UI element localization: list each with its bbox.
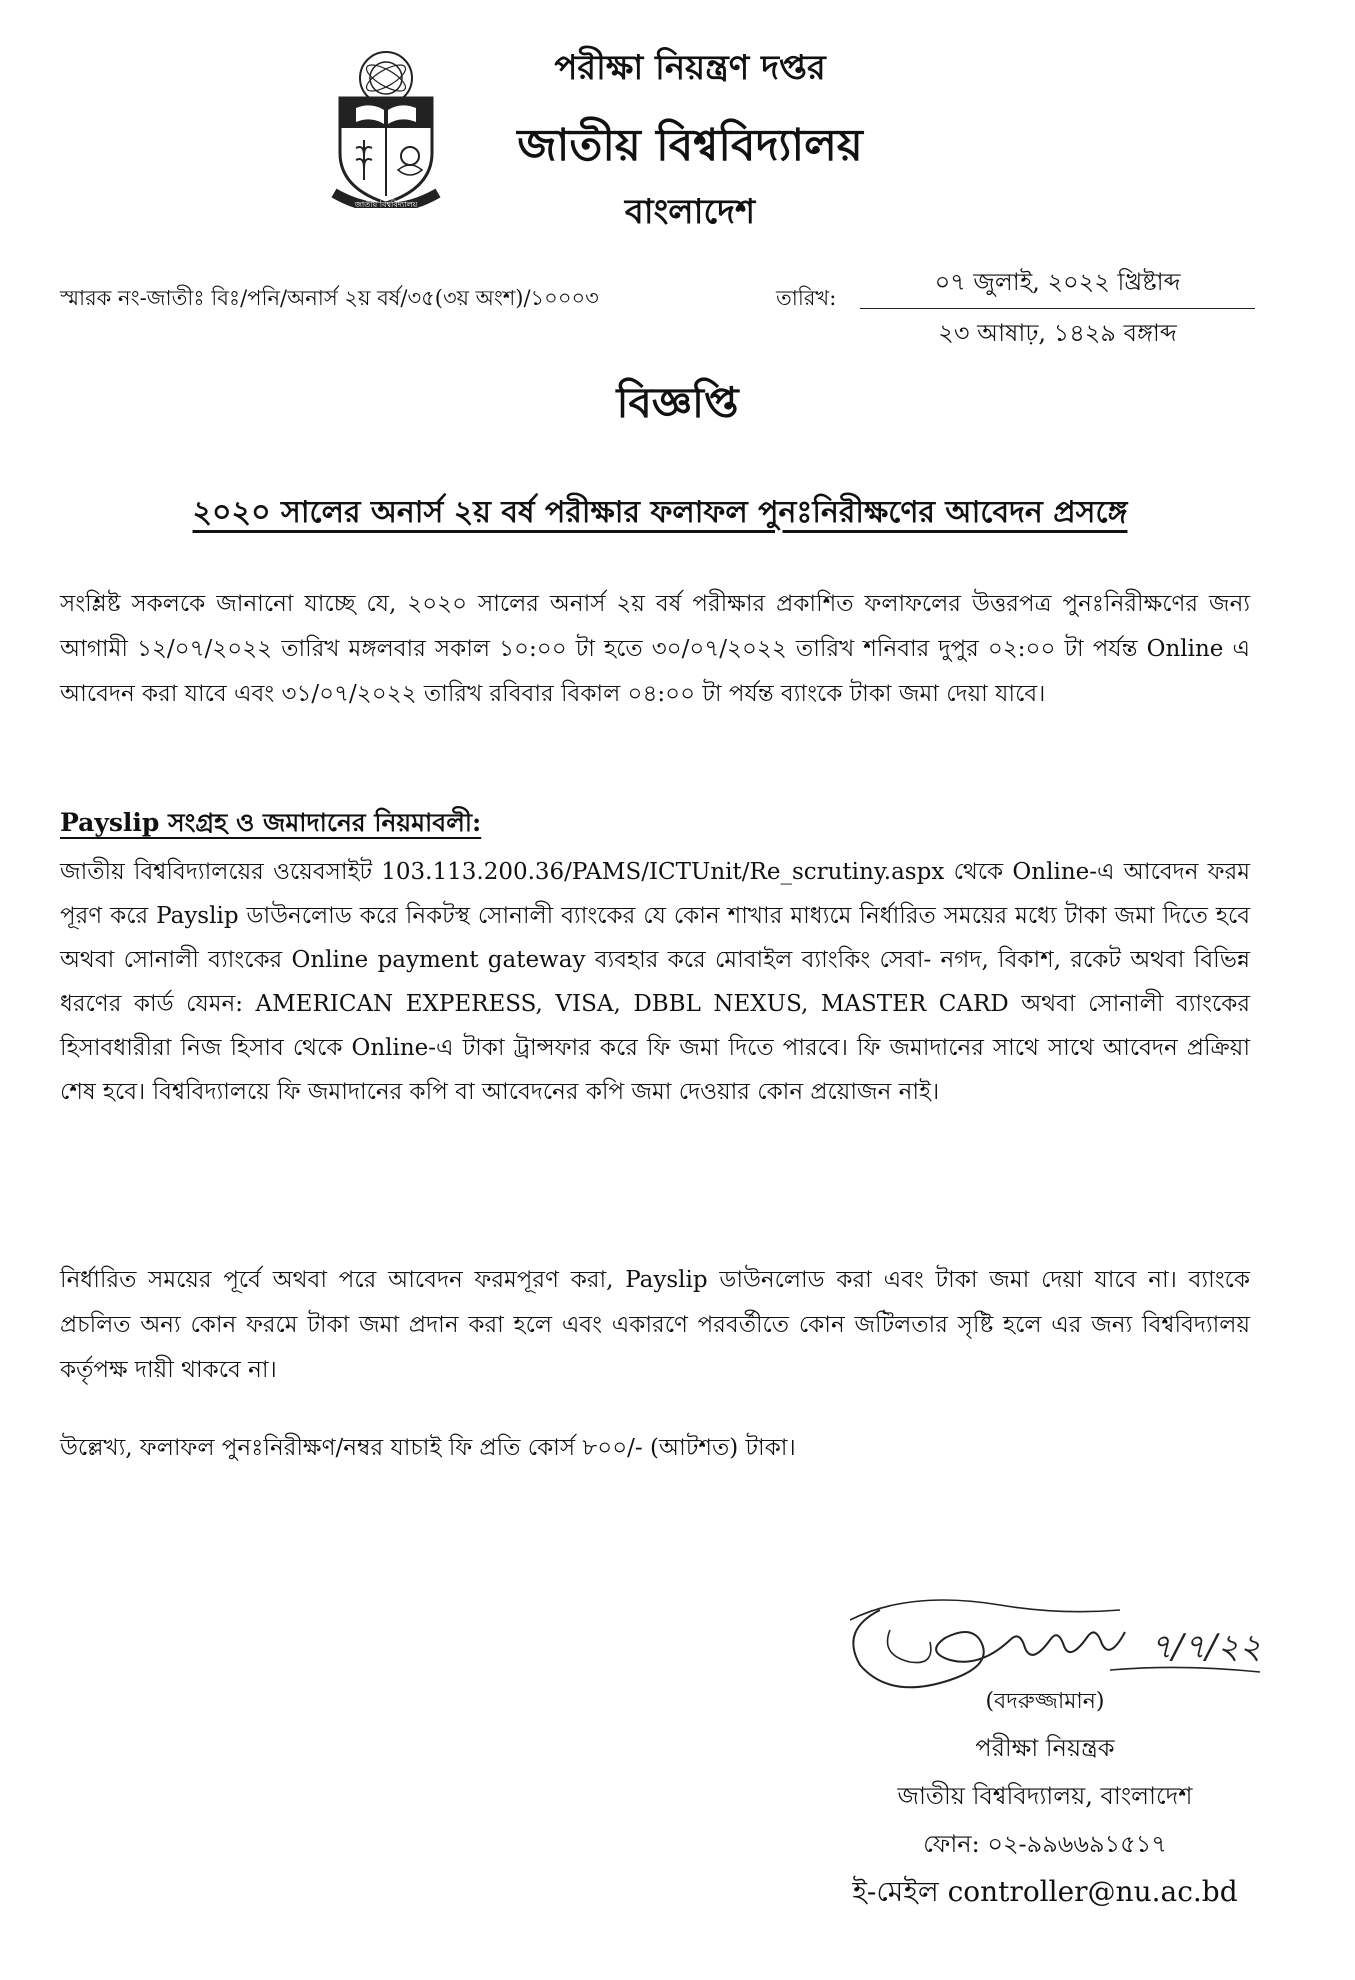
paragraph-schedule: সংশ্লিষ্ট সকলকে জানানো যাচ্ছে যে, ২০২০ সালের অনার্স ২য় বর্ষ পরীক্ষার প্রকাশিত ফলাফলের উত্তরপত্র পুনঃনিরীক্ষণের জন্য আগামী ১২/০৭/২০২২ তারিখ মঙ্গলবার সকাল ১০:০০ টা হতে ৩০/০৭/২০২২ তারিখ শনিবার দুপুর ০২:০০ টা পর্যন্ত Online এ আবেদন করা যাবে এবং ৩১/০৭/২০২২ তারিখ রবিবার বিকাল ০৪:০০ টা পর্যন্ত ব্যাংকে টাকা জমা দেয়া যাবে। bbox=[60, 591, 1250, 707]
notice-subject: ২০২০ সালের অনার্স ২য় বর্ষ পরীক্ষার ফলাফল পুনঃনিরীক্ষণের আবেদন প্রসঙ্গে bbox=[192, 495, 1128, 530]
signatory-organization: জাতীয় বিশ্ববিদ্যালয়, বাংলাদেশ bbox=[897, 1782, 1193, 1810]
date-label: তারিখ: bbox=[776, 286, 837, 310]
office-name: পরীক্ষা নিয়ন্ত্রণ দপ্তর bbox=[554, 48, 826, 88]
section-heading-payslip: Payslip সংগ্রহ ও জমাদানের নিয়মাবলী: bbox=[60, 808, 482, 837]
date-gregorian: ০৭ জুলাই, ২০২২ খ্রিষ্টাব্দ bbox=[860, 264, 1255, 309]
university-name: জাতীয় বিশ্ববিদ্যালয় bbox=[517, 120, 863, 171]
signatory-designation: পরীক্ষা নিয়ন্ত্রক bbox=[975, 1734, 1115, 1762]
signatory-phone: ফোন: ০২-৯৯৬৬৯১৫১৭ bbox=[923, 1830, 1167, 1858]
notice-title: বিজ্ঞপ্তি bbox=[616, 378, 739, 427]
signature-date: ৭/৭/২২ bbox=[1150, 1627, 1262, 1667]
signatory-email: ই-মেইল controller@nu.ac.bd bbox=[852, 1875, 1238, 1908]
country-name: বাংলাদেশ bbox=[624, 192, 756, 232]
date-bangla: ২৩ আষাঢ়, ১৪২৯ বঙ্গাব্দ bbox=[938, 319, 1177, 347]
svg-text:জাতীয় বিশ্ববিদ্যালয়: জাতীয় বিশ্ববিদ্যালয় bbox=[354, 200, 418, 208]
memo-number: স্মারক নং-জাতীঃ বিঃ/পনি/অনার্স ২য় বর্ষ/৩৫(৩য় অংশ)/১০০০৩ bbox=[60, 286, 599, 310]
paragraph-deadline-warning: নির্ধারিত সময়ের পূর্বে অথবা পরে আবেদন ফরমপূরণ করা, Payslip ডাউনলোড করা এবং টাকা জমা দেয়া যাবে না। ব্যাংকে প্রচলিত অন্য কোন ফরমে টাকা জমা প্রদান করা হলে এবং একারণে পরবর্তীতে কোন জটিলতার সৃষ্টি হলে এর জন্য বিশ্ববিদ্যালয় কর্তৃপক্ষ দায়ী থাকবে না। bbox=[60, 1267, 1250, 1383]
paragraph-fee: উল্লেখ্য, ফলাফল পুনঃনিরীক্ষণ/নম্বর যাচাই ফি প্রতি কোর্স ৮০০/- (আটশত) টাকা। bbox=[60, 1435, 796, 1461]
university-crest-icon bbox=[326, 48, 446, 208]
paragraph-payslip-rules: জাতীয় বিশ্ববিদ্যালয়ের ওয়েবসাইট 103.113.200.36/PAMS/ICTUnit/Re_scrutiny.aspx থেকে Online-এ আবেদন ফরম পূরণ করে Payslip ডাউনলোড করে নিকটস্থ সোনালী ব্যাংকের যে কোন শাখার মাধ্যমে নির্ধারিত সময়ের মধ্যে টাকা জমা দিতে হবে অথবা সোনালী ব্যাংকের Online payment gateway ব্যবহার করে মোবাইল ব্যাংকিং সেবা- নগদ, বিকাশ, রকেট অথবা বিভিন্ন ধরণের কার্ড যেমন: AMERICAN EXPERESS, VISA, DBBL NEXUS, MASTER CARD অথবা সোনালী ব্যাংকের হিসাবধারীরা নিজ হিসাব থেকে Online-এ টাকা ট্রান্সফার করে ফি জমা দিতে পারবে। ফি জমাদানের সাথে সাথে আবেদন প্রক্রিয়া শেষ হবে। বিশ্ববিদ্যালয়ে ফি জমাদানের কপি বা আবেদনের কপি জমা দেওয়ার কোন প্রয়োজন নাই। bbox=[60, 859, 1250, 1105]
date-box bbox=[860, 264, 1255, 355]
signatory-name: (বদরুজ্জামান) bbox=[985, 1689, 1105, 1714]
